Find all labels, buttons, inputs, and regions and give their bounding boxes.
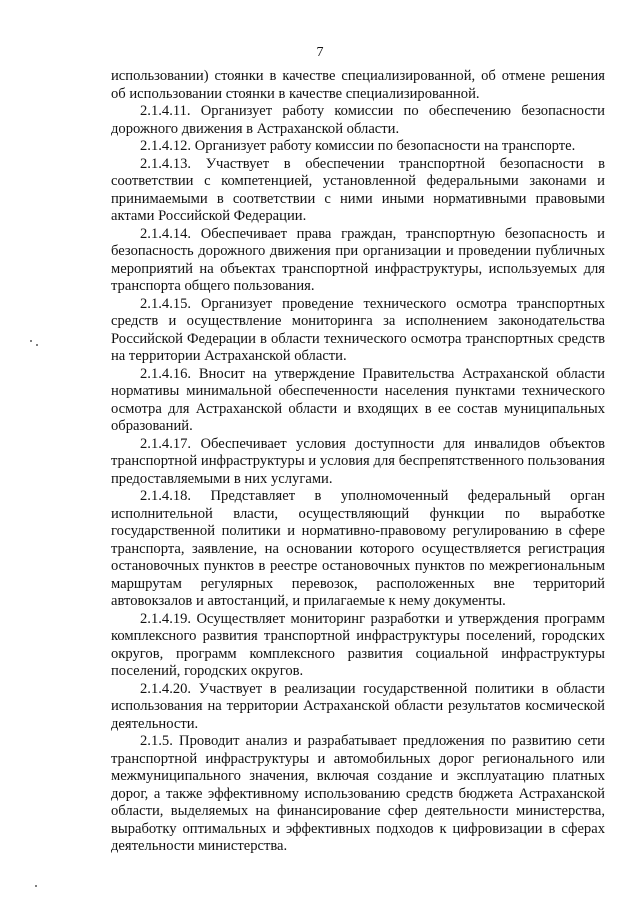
paragraph-2-1-4-14: 2.1.4.14. Обеспечивает права граждан, транспортную безопасность и безопасность дорожного движения при организации и проведении публичных мероприятий на объектах транспортной инфраструктуры, используемых для транспорта общего пользования. [111, 225, 605, 294]
scan-speck [36, 344, 38, 346]
document-body [111, 68, 605, 856]
paragraph-2-1-4-16: 2.1.4.16. Вносит на утверждение Правительства Астраханской области нормативы минимальной обеспеченности населения пунктами технического осмотра для Астраханской области и входящих в ее состав муниципальных образований. [111, 365, 605, 434]
paragraph-2-1-5: 2.1.5. Проводит анализ и разрабатывает предложения по развитию сети транспортной инфраструктуры и автомобильных дорог регионального или межмуниципального значения, включая создание и эксплуатацию платных дорог, а также эффективному использованию средств бюджета Астраханской области, выделяемых на финансирование сфер деятельности министерства, выработку оптимальных и эффективных подходов к цифровизации в сферах деятельности министерства. [111, 733, 605, 854]
paragraph-2-1-4-12: 2.1.4.12. Организует работу комиссии по безопасности на транспорте. [140, 138, 576, 154]
paragraph-continuation: использовании) стоянки в качестве специализированной, об отмене решения об использовании стоянки в качестве специализированной. [111, 68, 605, 102]
paragraph-2-1-4-17: 2.1.4.17. Обеспечивает условия доступности для инвалидов объектов транспортной инфраструктуры и условия для беспрепятственного пользования предоставляемыми в них услугами. [111, 435, 605, 487]
paragraph-2-1-4-15: 2.1.4.15. Организует проведение технического осмотра транспортных средств и осуществление мониторинга за исполнением законодательства Российской Федерации в области технического осмотра транспортных средств на территории Астраханской области. [111, 295, 605, 364]
page-number: 7 [316, 45, 324, 60]
paragraph-2-1-4-18: 2.1.4.18. Представляет в уполномоченный федеральный орган исполнительной власти, осуществляющий функции по выработке государственной политики и нормативно-правовому регулированию в сфере транспорта, заявление, на основании которого осуществляется регистрация остановочных пунктов в реестре остановочных пунктов по межрегиональным маршрутам регулярных перевозок, расположенных вне территорий автовокзалов и автостанций, и прилагаемые к нему документы. [111, 488, 605, 609]
paragraph-2-1-4-20: 2.1.4.20. Участвует в реализации государственной политики в области использования на территории Астраханской области результатов космической деятельности. [111, 680, 605, 732]
paragraph-2-1-4-13: 2.1.4.13. Участвует в обеспечении транспортной безопасности в соответствии с компетенцией, установленной федеральными законами и принимаемыми в соответствии с ними иными нормативными правовыми актами Российской Федерации. [111, 155, 605, 224]
paragraph-2-1-4-11: 2.1.4.11. Организует работу комиссии по обеспечению безопасности дорожного движения в Астраханской области. [111, 103, 605, 137]
scan-speck [35, 885, 37, 887]
paragraph-2-1-4-19: 2.1.4.19. Осуществляет мониторинг разработки и утверждения программ комплексного развития транспортной инфраструктуры поселений, городских округов, программ комплексного развития социальной инфраструктуры поселений, городских округов. [111, 610, 605, 679]
scan-speck [30, 340, 32, 342]
